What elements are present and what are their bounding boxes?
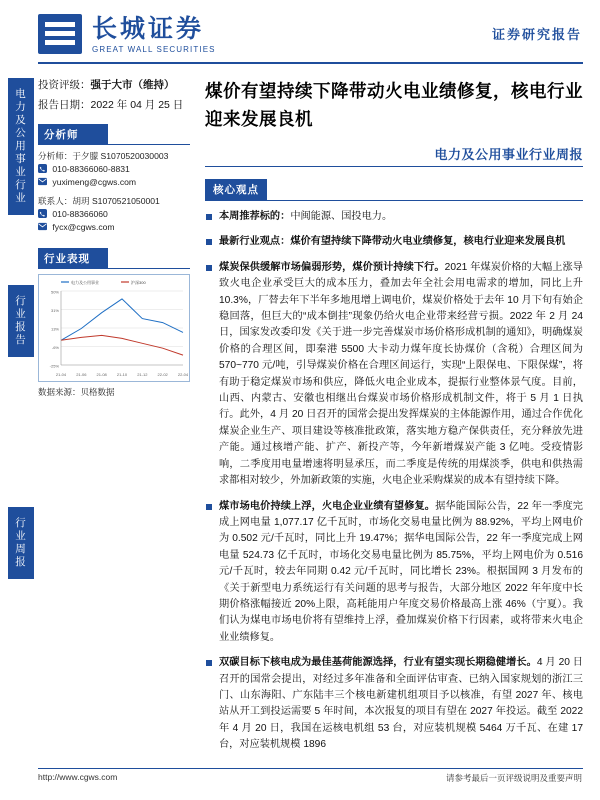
footer-url[interactable]: http://www.cgws.com <box>38 772 118 782</box>
left-info-column <box>38 76 190 398</box>
bullet-lead: 煤市场电价持续上浮，火电企业业绩有望修复。 <box>219 500 436 512</box>
bullet-text: 煤价有望持续下降带动火电业绩修复，核电行业迎来发展良机 <box>290 236 566 248</box>
analyst-email[interactable]: yuximeng@cgws.com <box>52 177 137 187</box>
page-title: 煤价有望持续下降带动火电业绩修复，核电行业迎来发展良机 <box>205 82 583 130</box>
contact-name-line: 联系人：胡玥 S1070521050001 <box>38 196 160 206</box>
side-tab-industry[interactable]: 电力及公用事业行业 <box>8 78 34 215</box>
svg-text:22-02: 22-02 <box>157 372 168 377</box>
contact-phone-row <box>38 208 190 221</box>
bullet-lead: 本周推荐标的： <box>219 211 291 222</box>
bullet-lead: 煤炭保供缓解市场偏弱形势，煤价预计持续下行。 <box>219 261 445 273</box>
svg-text:13%: 13% <box>50 326 59 332</box>
header-divider <box>38 62 583 64</box>
svg-text:21-04: 21-04 <box>55 372 67 377</box>
analyst-email-row <box>38 176 190 189</box>
bullet-item <box>205 499 583 647</box>
logo-chinese-name: 长城证券 <box>92 13 205 43</box>
analyst-entry <box>38 195 190 234</box>
logo-text <box>92 15 216 54</box>
svg-text:31%: 31% <box>50 308 59 313</box>
core-view-divider <box>205 200 583 201</box>
contact-email-row <box>38 221 190 234</box>
svg-text:电力及公用事业: 电力及公用事业 <box>71 279 99 285</box>
rating-row <box>38 76 190 94</box>
svg-text:50%: 50% <box>50 289 59 295</box>
side-tab-report[interactable]: 行业报告 <box>8 285 34 357</box>
side-tab-bar <box>8 30 34 591</box>
analyst-phone-row <box>38 163 190 176</box>
analyst-phone: 010-88366060-8831 <box>52 164 130 174</box>
chart-section-title: 行业表现 <box>38 248 108 269</box>
bullet-item <box>205 234 583 250</box>
great-wall-logo-icon <box>38 14 82 54</box>
bullet-text: 2021 年煤炭价格的大幅上涨导致火电企业承受巨大的成本压力，叠加去年全社会用电需求的增加，同比上升 10.3%，厂替去年下半年多地甩增上调电价，煤炭价格处于去年 10 月下旬有始企稳回落，但巨大的“成本倒挂”现象仍给火电企业带来经营亏损。2022 年 2 月 24 日，国家发改委印发《关于进一步完善煤炭市场价格形成机制的通知》，明确煤炭价格的合理区间，即秦港 5500 大卡动力煤年度长协煤价（含税）合理区间为 570~770 元/吨，引导煤炭价格在合理区间运行，实现“上限保电、下限保煤”，将有助于稳定煤炭市场和供应，降低火电企业成本，提振行业整体景气度。目前，山西、内蒙古、安徽也相继出台煤炭市场价格形成机制文件，将于 5 月 1 日执行。此外，4 月 20 日召开的国常会提出发挥煤炭的主体能源作用，通过合作优化煤炭企业生产、项目建设等核准批政策，落实地方稳产保供责任，充分释放先进产能。通过核增产能、扩产、新投产等，今年新增煤炭产能 3 亿吨。受疫情影响，二季度用电量增速将明显承压，而二季度是传统的用煤淡季，供电和供热需求都相对较少，外加新政策的实施，火电企业采购煤炭的成本有望持续下降。 <box>219 261 583 487</box>
date-value: 2022 年 04 月 25 日 <box>90 99 184 111</box>
footer-disclaimer: 请参考最后一页评级说明及重要声明 <box>445 773 582 783</box>
page-header <box>0 0 600 66</box>
chart-svg <box>39 275 189 381</box>
contact-phone: 010-88366060 <box>52 209 108 219</box>
phone-icon <box>38 164 47 173</box>
analyst-section-title: 分析师 <box>38 124 108 145</box>
side-tab-weekly[interactable]: 行业周报 <box>8 507 34 579</box>
bullet-text: 据华能国际公告，22 年一季度完成上网电量 1,077.17 亿千瓦时，市场化交易电量比例为 88.92%，平均上网电价为 0.502 元/千瓦时，同比上升 19.47%；据华电国际公告，22 年一季度完成上网电量 524.73 亿千瓦时，市场化交易电量比例为 85.75%，平均上网电价为 0.516 元/千瓦时，较去年同期 0.42 元/千瓦时，同比增长 23%。根据国网 3 月发布的《关于新型电力系统运行有关问题的思考与报告，大部分地区 2022 年年度中长期价格涨幅接近 20%上限，高耗能用户年度交易价格最高上涨 46%（宁夏）。我们认为煤电市场电价将有望维持上浮，叠加煤炭价格下行因素，或将带来火电企业业绩修复。 <box>219 500 583 643</box>
date-row <box>38 96 190 114</box>
main-column <box>205 78 583 763</box>
svg-text:22-04: 22-04 <box>177 372 189 377</box>
mail-icon <box>38 222 47 231</box>
subtitle-divider <box>205 166 583 167</box>
rating-value: 强于大市（维持） <box>90 79 175 91</box>
svg-text:沪深300: 沪深300 <box>131 279 146 285</box>
date-label: 报告日期： <box>38 99 91 111</box>
contact-email[interactable]: fycx@cgws.com <box>52 222 115 232</box>
core-view-header: 核心观点 <box>205 179 267 200</box>
svg-text:-25%: -25% <box>49 363 59 369</box>
industry-performance-chart <box>38 274 190 382</box>
bullet-text: 4 月 20 日召开的国常会提出，对经过多年准备和全面评估审查、已纳入国家规划的浙江三门、山东海阳、广东陆丰三个核电新建机组项目予以核准，有望 2027 年、核电站从开工到投运需要 5 年时间，本次报复的项目有望在 2027 年投运。截至 2022 年 4 月 20 日，我国在运核电机组 53 台，对应装机规模 5464 万千瓦、在建 17 台，对应装机规模 1896 <box>219 657 583 751</box>
analyst-entry <box>38 150 190 189</box>
bullet-lead: 双碳目标下核电成为最佳基荷能源选择，行业有望实现长期稳健增长。 <box>219 657 537 669</box>
svg-text:21-08: 21-08 <box>96 372 107 377</box>
report-type-label: 证券研究报告 <box>491 27 582 42</box>
report-subtitle: 电力及公用事业行业周报 <box>434 147 583 162</box>
logo-english-name: GREAT WALL SECURITIES <box>92 44 216 54</box>
bullet-item <box>205 209 583 225</box>
svg-text:21-12: 21-12 <box>137 372 148 377</box>
chart-source: 数据来源：贝格数据 <box>38 387 115 397</box>
analyst-name-line: 分析师：于夕朦 S1070520030003 <box>38 151 169 161</box>
bullet-lead: 最新行业观点： <box>219 236 291 248</box>
rating-label: 投资评级： <box>38 79 91 91</box>
svg-text:-6%: -6% <box>51 345 59 350</box>
bullet-item <box>205 260 583 490</box>
svg-text:21-06: 21-06 <box>76 372 87 377</box>
mail-icon <box>38 177 47 186</box>
footer-divider <box>38 768 583 769</box>
bullet-text: 中闽能源、国投电力。 <box>290 211 393 222</box>
bullet-item <box>205 655 583 753</box>
svg-text:21-10: 21-10 <box>116 372 128 377</box>
phone-icon <box>38 209 47 218</box>
